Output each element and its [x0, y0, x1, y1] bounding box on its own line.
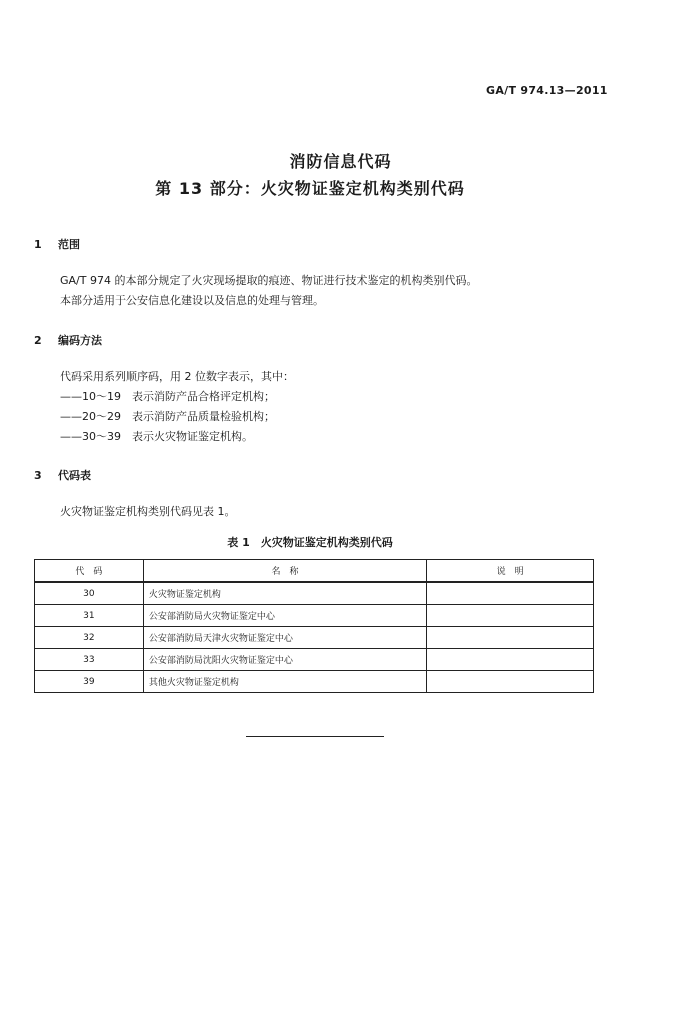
note-cell — [427, 671, 594, 693]
section-2-heading — [34, 332, 102, 348]
note-cell — [427, 605, 594, 627]
section-number: 2 — [34, 334, 42, 347]
section-2-list-item: ——30～39 表示火灾物证鉴定机构。 — [60, 430, 253, 443]
code-cell: 32 — [35, 627, 144, 649]
table-header-row — [35, 560, 594, 583]
code-table — [34, 559, 594, 693]
name-cell: 公安部消防局火灾物证鉴定中心 — [143, 605, 426, 627]
code-cell: 39 — [35, 671, 144, 693]
section-title: 范围 — [58, 238, 80, 251]
section-1-paragraph: GA/T 974 的本部分规定了火灾现场提取的痕迹、物证进行技术鉴定的机构类别代码。 — [60, 274, 478, 287]
document-subtitle: 第 13 部分：火灾物证鉴定机构类别代码 — [155, 179, 465, 198]
code-cell: 30 — [35, 582, 144, 605]
name-cell: 其他火灾物证鉴定机构 — [143, 671, 426, 693]
note-cell — [427, 649, 594, 671]
section-2-paragraph: 代码采用系列顺序码，用 2 位数字表示，其中： — [60, 370, 294, 383]
note-cell — [427, 582, 594, 605]
end-rule — [246, 736, 384, 737]
table-row — [35, 671, 594, 693]
section-2-list-item: ——10～19 表示消防产品合格评定机构； — [60, 390, 275, 403]
section-2-list-item: ——20～29 表示消防产品质量检验机构； — [60, 410, 275, 423]
name-cell: 公安部消防局天津火灾物证鉴定中心 — [143, 627, 426, 649]
column-header-name: 名 称 — [143, 560, 426, 583]
table-caption: 表 1 火灾物证鉴定机构类别代码 — [227, 536, 393, 549]
name-cell: 公安部消防局沈阳火灾物证鉴定中心 — [143, 649, 426, 671]
section-number: 3 — [34, 469, 42, 482]
section-title: 代码表 — [58, 469, 91, 482]
section-3-paragraph: 火灾物证鉴定机构类别代码见表 1。 — [60, 505, 236, 518]
code-cell: 33 — [35, 649, 144, 671]
table-row — [35, 605, 594, 627]
section-1-heading — [34, 236, 80, 252]
column-header-code: 代 码 — [35, 560, 144, 583]
section-1-paragraph: 本部分适用于公安信息化建设以及信息的处理与管理。 — [60, 294, 324, 307]
column-header-note: 说 明 — [427, 560, 594, 583]
table-row — [35, 582, 594, 605]
table-row — [35, 649, 594, 671]
section-3-heading — [34, 467, 91, 483]
note-cell — [427, 627, 594, 649]
standard-number: GA/T 974.13—2011 — [486, 84, 608, 97]
section-number: 1 — [34, 238, 42, 251]
document-title: 消防信息代码 — [289, 152, 392, 171]
section-title: 编码方法 — [58, 334, 102, 347]
code-cell: 31 — [35, 605, 144, 627]
name-cell: 火灾物证鉴定机构 — [143, 582, 426, 605]
table-row — [35, 627, 594, 649]
